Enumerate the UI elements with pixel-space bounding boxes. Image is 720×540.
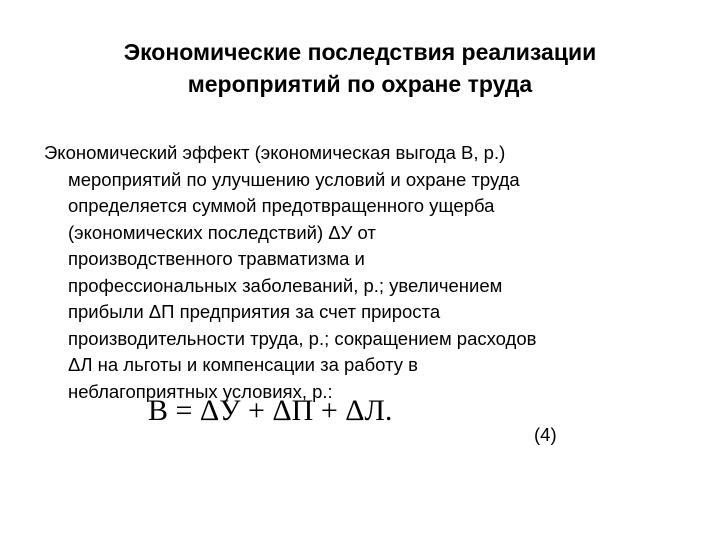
body-line: Экономический эффект (экономическая выгода В, р.) — [44, 142, 506, 163]
body-line: профессиональных заболеваний, р.; увеличением — [68, 274, 503, 296]
body-line: определяется суммой предотвращенного ущерба — [68, 195, 495, 216]
formula: В = ΔУ + ΔП + ΔЛ. — [148, 394, 393, 427]
body-line: производственного травматизма и — [68, 248, 365, 269]
body-line: ΔЛ на льготы и компенсации за работу в — [68, 354, 418, 375]
title-line-1: Экономические последствия реализации — [123, 39, 597, 65]
equation-number: (4) — [534, 424, 557, 445]
body-paragraph — [44, 140, 694, 405]
body-line: мероприятий по улучшению условий и охране труда — [68, 168, 520, 190]
body-line: (экономических последствий) ΔУ от — [68, 221, 376, 243]
slide-title — [40, 36, 680, 100]
body-line: производительности труда, р.; сокращением расходов — [68, 327, 537, 349]
body-line: неблагоприятных условиях, р.: — [68, 380, 333, 402]
body-line: прибыли ΔП предприятия за счет прироста — [68, 301, 441, 322]
title-line-2: мероприятий по охране труда — [187, 71, 533, 97]
